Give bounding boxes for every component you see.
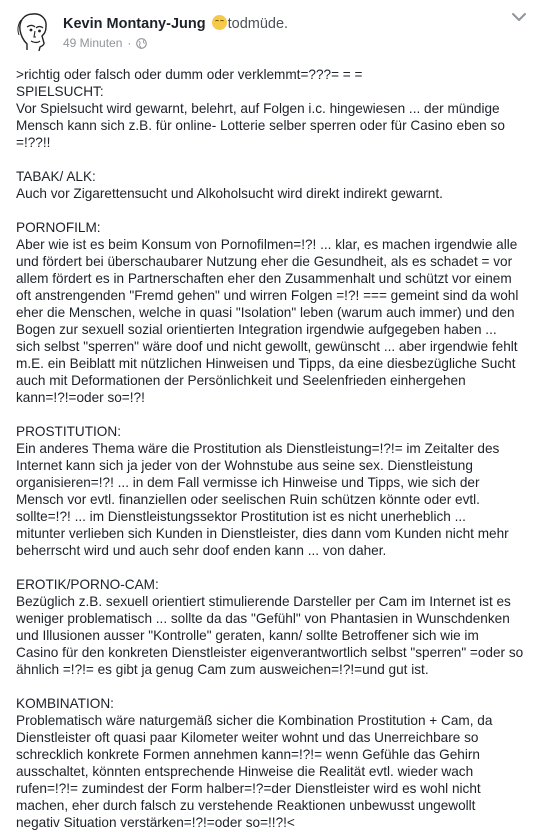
post-text-line: Bogen zur sexuell sozial orientierten Integration irgendwie aufgegeben haben ... — [16, 322, 497, 337]
post-text-line: PROSTITUTION: — [16, 424, 121, 439]
post-text-line: negativ Situation verstärken=!?!=oder so=!!?!< — [16, 815, 295, 830]
post-text-line: kann=!?!=oder so=!?! — [16, 390, 145, 405]
post-text-line: allem fördert es in Partnerschaften eher den Zusammenhalt und schützt vor einem — [16, 271, 512, 286]
post-paragraph — [16, 66, 531, 151]
post-text-line: und Illusionen ausser "Kontrolle" geraten, kann/ sollte Betroffener sich wie im — [16, 628, 479, 643]
post-text-line: PORNOFILM: — [16, 220, 101, 235]
sketch-face-avatar-icon — [13, 10, 55, 52]
post-text-line: Bezüglich z.B. sexuell orientiert stimulierende Darsteller per Cam im Internet ist es — [16, 594, 511, 609]
post-meta — [63, 36, 147, 50]
post-text-line: =!??!! — [16, 135, 51, 150]
post-text-line: TABAK/ ALK: — [16, 169, 96, 184]
post-text-line: Casino für den konkreten Dienstleister eigenverantwortlich selbst "sperren" =oder so — [16, 645, 524, 660]
globe-icon[interactable] — [136, 38, 147, 49]
post-text — [16, 66, 531, 831]
post-text-line: weniger problematisch ... sollte da das "Gefühl" von Phantasien in Wunschdenken — [16, 611, 510, 626]
post-text-line: Mensch vor evtl. finanziellen oder seelischen Ruin schützen könnte oder evtl. — [16, 492, 480, 507]
post-text-line: Ein anderes Thema wäre die Prostitution als Dienstleistung=!?!= im Zeitalter des — [16, 441, 500, 456]
sleepy-face-icon — [212, 15, 227, 30]
post-text-line: sollte=!?! ... im Dienstleistungssektor Prostitution ist es nicht unerheblich ... — [16, 509, 466, 524]
avatar[interactable] — [13, 10, 55, 52]
post-text-line: Aber wie ist es beim Konsum von Pornofilmen=!?! ... klar, es machen irgendwie alle — [16, 237, 518, 252]
post-text-line: KOMBINATION: — [16, 696, 114, 711]
post-text-line: Auch vor Zigarettensucht und Alkoholsucht wird direkt indirekt gewarnt. — [16, 186, 443, 201]
post-text-line: Problematisch wäre naturgemäß sicher die Kombination Prostitution + Cam, da — [16, 713, 493, 728]
post-text-line: Mensch kann sich z.B. für online- Lotterie selber sperren oder für Casino eben so — [16, 118, 505, 133]
post-text-line: oft anstrengenden "Fremd gehen" und wirren Folgen =!?! === gemeint sind da wohl — [16, 288, 519, 303]
post-text-line: organisieren=!?! ... in dem Fall vermisse ich Hinweise und Tipps, wie sich der — [16, 475, 480, 490]
post-text-line: m.E. ein Beiblatt mit nützlichen Hinweisen und Tipps, da eine diesbezügliche Sucht — [16, 356, 516, 371]
post-text-line: eher die Menschen, welche in quasi "Isolation" leben (warum auch immer) und den — [16, 305, 515, 320]
post-text-line: beherrscht wird und auch sehr doof enden kann ... von daher. — [16, 543, 387, 558]
post-paragraph — [16, 423, 531, 559]
post-paragraph — [16, 695, 531, 831]
post-paragraph — [16, 576, 531, 678]
author-name[interactable]: Kevin Montany-Jung — [63, 16, 206, 32]
post-text-line: machen, eher durch falsch zu verstehende Reaktionen unbewusst ungewollt — [16, 798, 476, 813]
post-text-line: Vor Spielsucht wird gewarnt, belehrt, auf Folgen i.c. hingewiesen ... der mündige — [16, 101, 500, 116]
post-text-line: rufen=!?!= zumindest der Form halber=!?=der Dienstleister wird es wohl nicht — [16, 781, 481, 796]
post-text-line: und fördert bei überschaubarer Nutzung eher die Gesundheit, als es schadet = vor — [16, 254, 513, 269]
post-text-line: Internet kann sich ja jeder von der Wohnstube aus seine sex. Dienstleistung — [16, 458, 473, 473]
meta-separator: · — [127, 36, 132, 50]
post-text-line: >richtig oder falsch oder dumm oder verklemmt=???= = = — [16, 67, 363, 82]
post-text-line: Dienstleister oft quasi paar Kilometer weiter wohnt und das Unerreichbare so — [16, 730, 479, 745]
post-text-line: SPIELSUCHT: — [16, 84, 104, 99]
post-text-line: mitunter verlieben sich Kunden in Dienstleister, dies dann vom Kunden nicht mehr — [16, 526, 509, 541]
post-text-line: schrecklich konkrete Formen annehmen kann=!?!= wenn Gefühle das Gehirn — [16, 747, 480, 762]
post-text-line: ausschaltet, könnten entsprechende Hinweise die Realität evtl. wieder wach — [16, 764, 474, 779]
author-line — [63, 15, 288, 32]
post-paragraph — [16, 168, 531, 202]
post-header — [0, 0, 543, 60]
post-paragraph — [16, 219, 531, 406]
post-text-line: ähnlich =!?!= es gibt ja genug Cam zum ausweichen=!?!=und gut ist. — [16, 662, 429, 677]
post-text-line: sich selbst "sperren" wäre doof und nicht gewollt, gewünscht ... aber irgendwie fehlt — [16, 339, 518, 354]
chevron-down-icon[interactable] — [511, 11, 527, 23]
timestamp[interactable]: 49 Minuten — [63, 36, 123, 50]
post-text-line: EROTIK/PORNO-CAM: — [16, 577, 159, 592]
post-text-line: auch mit Deformationen der Persönlichkeit und Seelenfrieden einhergehen — [16, 373, 466, 388]
feeling-text: todmüde. — [227, 16, 289, 32]
